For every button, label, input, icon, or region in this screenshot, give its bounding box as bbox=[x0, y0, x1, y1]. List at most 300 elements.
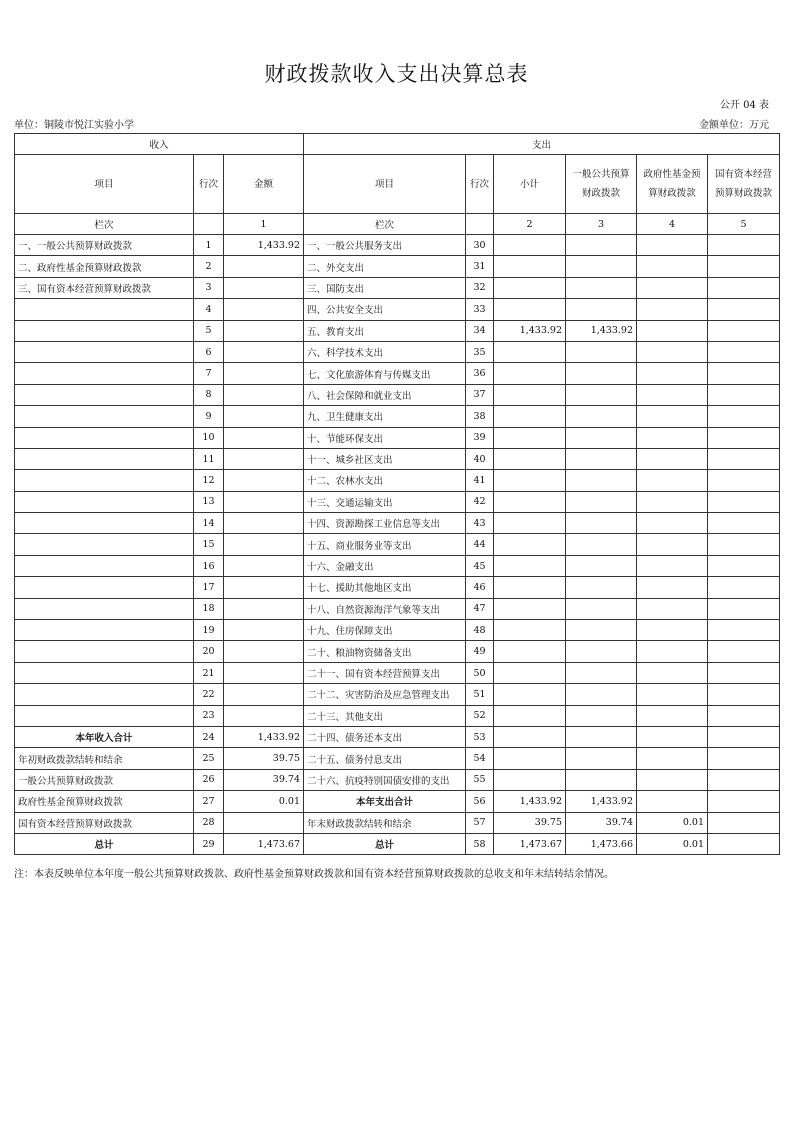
gov-fund-cell bbox=[637, 769, 708, 790]
state-capital-cell bbox=[708, 726, 780, 747]
general-budget-cell bbox=[566, 363, 637, 384]
general-budget-cell bbox=[566, 513, 637, 534]
gov-fund-cell bbox=[637, 299, 708, 320]
income-item-cell bbox=[15, 491, 194, 512]
income-item-cell bbox=[15, 641, 194, 662]
expense-rowno-cell: 51 bbox=[466, 684, 494, 705]
general-budget-cell bbox=[566, 662, 637, 683]
expense-item-header: 项目 bbox=[304, 155, 466, 214]
expense-item-cell: 本年支出合计 bbox=[304, 791, 466, 812]
income-rowno-cell: 3 bbox=[194, 277, 224, 298]
gov-fund-cell bbox=[637, 427, 708, 448]
header-row-1 bbox=[15, 134, 780, 155]
income-amount-cell bbox=[224, 555, 304, 576]
income-rowno-cell: 12 bbox=[194, 470, 224, 491]
income-rowno-cell: 9 bbox=[194, 406, 224, 427]
state-capital-cell bbox=[708, 363, 780, 384]
income-amount-cell bbox=[224, 277, 304, 298]
expense-rowno-cell: 49 bbox=[466, 641, 494, 662]
expense-rowno-header: 行次 bbox=[466, 155, 494, 214]
table-row bbox=[15, 491, 780, 512]
income-rowno-cell: 19 bbox=[194, 620, 224, 641]
expense-rowno-cell: 33 bbox=[466, 299, 494, 320]
table-row bbox=[15, 534, 780, 555]
table-row bbox=[15, 427, 780, 448]
gov-fund-cell bbox=[637, 470, 708, 491]
income-amount-cell bbox=[224, 320, 304, 341]
expense-rowno-cell: 37 bbox=[466, 384, 494, 405]
gov-fund-cell bbox=[637, 555, 708, 576]
expense-rowno-cell: 42 bbox=[466, 491, 494, 512]
income-item-cell: 一、一般公共预算财政拨款 bbox=[15, 235, 194, 256]
blank-cell bbox=[194, 214, 224, 235]
state-capital-cell bbox=[708, 384, 780, 405]
subtotal-cell bbox=[494, 598, 566, 619]
income-rowno-cell: 17 bbox=[194, 577, 224, 598]
general-budget-cell bbox=[566, 427, 637, 448]
subtotal-cell bbox=[494, 299, 566, 320]
income-header: 收入 bbox=[15, 134, 304, 155]
subtotal-cell bbox=[494, 555, 566, 576]
col-3-index: 3 bbox=[566, 214, 637, 235]
gov-fund-cell bbox=[637, 534, 708, 555]
table-row bbox=[15, 320, 780, 341]
income-rowno-cell: 25 bbox=[194, 748, 224, 769]
gov-fund-cell bbox=[637, 235, 708, 256]
state-capital-cell bbox=[708, 448, 780, 469]
income-amount-header: 金额 bbox=[224, 155, 304, 214]
blank-cell bbox=[466, 214, 494, 235]
table-row bbox=[15, 641, 780, 662]
general-budget-cell bbox=[566, 534, 637, 555]
subtotal-cell bbox=[494, 769, 566, 790]
col-2-index: 2 bbox=[494, 214, 566, 235]
subtotal-header: 小计 bbox=[494, 155, 566, 214]
income-rowno-cell: 29 bbox=[194, 833, 224, 854]
expense-item-cell: 五、教育支出 bbox=[304, 320, 466, 341]
expense-item-cell: 八、社会保障和就业支出 bbox=[304, 384, 466, 405]
subtotal-cell bbox=[494, 277, 566, 298]
expense-item-cell: 二十四、债务还本支出 bbox=[304, 726, 466, 747]
state-capital-cell bbox=[708, 555, 780, 576]
state-capital-cell bbox=[708, 684, 780, 705]
income-amount-cell bbox=[224, 470, 304, 491]
income-item-cell bbox=[15, 427, 194, 448]
expense-item-cell: 二十六、抗疫特别国债安排的支出 bbox=[304, 769, 466, 790]
income-amount-cell: 1,473.67 bbox=[224, 833, 304, 854]
income-amount-cell bbox=[224, 256, 304, 277]
budget-table bbox=[14, 133, 780, 855]
expense-item-cell: 十、节能环保支出 bbox=[304, 427, 466, 448]
expense-item-cell: 六、科学技术支出 bbox=[304, 341, 466, 362]
expense-item-cell: 十五、商业服务业等支出 bbox=[304, 534, 466, 555]
state-capital-cell bbox=[708, 470, 780, 491]
income-item-cell bbox=[15, 470, 194, 491]
subtotal-cell: 1,433.92 bbox=[494, 791, 566, 812]
expense-rowno-cell: 50 bbox=[466, 662, 494, 683]
general-budget-cell bbox=[566, 491, 637, 512]
income-rowno-cell: 16 bbox=[194, 555, 224, 576]
subtotal-cell bbox=[494, 427, 566, 448]
state-capital-cell bbox=[708, 641, 780, 662]
expense-rowno-cell: 56 bbox=[466, 791, 494, 812]
state-capital-cell bbox=[708, 598, 780, 619]
table-row bbox=[15, 555, 780, 576]
income-item-cell: 国有资本经营预算财政拨款 bbox=[15, 812, 194, 833]
general-budget-cell bbox=[566, 705, 637, 726]
state-capital-cell bbox=[708, 277, 780, 298]
table-row bbox=[15, 705, 780, 726]
income-rowno-cell: 7 bbox=[194, 363, 224, 384]
general-budget-cell bbox=[566, 748, 637, 769]
general-budget-cell bbox=[566, 299, 637, 320]
expense-item-cell: 七、文化旅游体育与传媒支出 bbox=[304, 363, 466, 384]
general-budget-cell bbox=[566, 384, 637, 405]
expense-item-cell: 总计 bbox=[304, 833, 466, 854]
income-rowno-cell: 20 bbox=[194, 641, 224, 662]
general-budget-cell bbox=[566, 577, 637, 598]
income-item-cell bbox=[15, 577, 194, 598]
amount-unit: 金额单位：万元 bbox=[699, 120, 769, 131]
table-row bbox=[15, 299, 780, 320]
general-budget-cell bbox=[566, 555, 637, 576]
gov-fund-cell bbox=[637, 384, 708, 405]
expense-rowno-cell: 38 bbox=[466, 406, 494, 427]
income-item-cell bbox=[15, 299, 194, 320]
state-capital-cell bbox=[708, 812, 780, 833]
income-rowno-cell: 6 bbox=[194, 341, 224, 362]
expense-item-cell: 九、卫生健康支出 bbox=[304, 406, 466, 427]
income-amount-cell bbox=[224, 341, 304, 362]
expense-item-cell: 十九、住房保障支出 bbox=[304, 620, 466, 641]
income-rowno-cell: 8 bbox=[194, 384, 224, 405]
table-row bbox=[15, 341, 780, 362]
expense-header: 支出 bbox=[304, 134, 780, 155]
gov-fund-cell bbox=[637, 598, 708, 619]
state-capital-cell bbox=[708, 791, 780, 812]
expense-item-cell: 十四、资源勘探工业信息等支出 bbox=[304, 513, 466, 534]
gov-fund-cell bbox=[637, 641, 708, 662]
income-rowno-cell: 26 bbox=[194, 769, 224, 790]
income-amount-cell bbox=[224, 641, 304, 662]
subtotal-cell bbox=[494, 406, 566, 427]
income-amount-cell bbox=[224, 684, 304, 705]
state-capital-cell bbox=[708, 406, 780, 427]
subtotal-cell bbox=[494, 641, 566, 662]
general-budget-cell bbox=[566, 256, 637, 277]
expense-col-index: 栏次 bbox=[304, 214, 466, 235]
state-capital-cell bbox=[708, 534, 780, 555]
table-row bbox=[15, 748, 780, 769]
income-amount-cell bbox=[224, 577, 304, 598]
subtotal-cell bbox=[494, 577, 566, 598]
subtotal-cell bbox=[494, 534, 566, 555]
income-amount-cell bbox=[224, 448, 304, 469]
expense-item-cell: 三、国防支出 bbox=[304, 277, 466, 298]
state-capital-cell bbox=[708, 256, 780, 277]
expense-item-cell: 二十、粮油物资储备支出 bbox=[304, 641, 466, 662]
income-amount-cell bbox=[224, 662, 304, 683]
general-budget-cell bbox=[566, 726, 637, 747]
income-amount-cell bbox=[224, 406, 304, 427]
income-amount-cell bbox=[224, 513, 304, 534]
income-item-cell: 一般公共预算财政拨款 bbox=[15, 769, 194, 790]
gov-fund-cell bbox=[637, 577, 708, 598]
unit-name: 单位：铜陵市悦江实验小学 bbox=[14, 120, 134, 131]
income-item-cell: 三、国有资本经营预算财政拨款 bbox=[15, 277, 194, 298]
income-amount-cell: 39.74 bbox=[224, 769, 304, 790]
income-item-cell bbox=[15, 662, 194, 683]
subtotal-cell bbox=[494, 620, 566, 641]
income-amount-cell: 0.01 bbox=[224, 791, 304, 812]
table-row bbox=[15, 833, 780, 854]
income-item-cell: 总计 bbox=[15, 833, 194, 854]
gov-fund-cell bbox=[637, 513, 708, 534]
subtotal-cell bbox=[494, 705, 566, 726]
income-amount-cell bbox=[224, 705, 304, 726]
expense-item-cell: 一、一般公共服务支出 bbox=[304, 235, 466, 256]
table-row bbox=[15, 277, 780, 298]
state-capital-cell bbox=[708, 235, 780, 256]
table-row bbox=[15, 470, 780, 491]
general-budget-cell bbox=[566, 235, 637, 256]
income-rowno-cell: 2 bbox=[194, 256, 224, 277]
table-row bbox=[15, 769, 780, 790]
state-capital-cell bbox=[708, 748, 780, 769]
table-row bbox=[15, 791, 780, 812]
general-budget-cell bbox=[566, 769, 637, 790]
income-rowno-cell: 1 bbox=[194, 235, 224, 256]
general-budget-cell bbox=[566, 598, 637, 619]
gov-fund-cell bbox=[637, 341, 708, 362]
income-rowno-cell: 14 bbox=[194, 513, 224, 534]
table-note: 注：本表反映单位本年度一般公共预算财政拨款、政府性基金预算财政拨款和国有资本经营预算财政拨款的总收支和年末结转结余情况。 bbox=[14, 869, 614, 880]
income-amount-cell bbox=[224, 620, 304, 641]
gov-fund-cell bbox=[637, 277, 708, 298]
income-amount-cell bbox=[224, 598, 304, 619]
expense-item-cell: 二十一、国有资本经营预算支出 bbox=[304, 662, 466, 683]
expense-rowno-cell: 53 bbox=[466, 726, 494, 747]
subtotal-cell bbox=[494, 470, 566, 491]
state-capital-cell bbox=[708, 427, 780, 448]
gov-fund-cell: 0.01 bbox=[637, 833, 708, 854]
table-row bbox=[15, 726, 780, 747]
gov-fund-cell bbox=[637, 662, 708, 683]
expense-item-cell: 年末财政拨款结转和结余 bbox=[304, 812, 466, 833]
income-col-index: 栏次 bbox=[15, 214, 194, 235]
state-capital-cell bbox=[708, 577, 780, 598]
income-amount-cell: 1,433.92 bbox=[224, 726, 304, 747]
income-item-cell bbox=[15, 684, 194, 705]
state-capital-header: 国有资本经营预算财政拨款 bbox=[708, 155, 780, 214]
expense-rowno-cell: 58 bbox=[466, 833, 494, 854]
subtotal-cell bbox=[494, 513, 566, 534]
general-budget-cell bbox=[566, 406, 637, 427]
general-budget-cell bbox=[566, 448, 637, 469]
expense-item-cell: 十六、金融支出 bbox=[304, 555, 466, 576]
income-amount-cell bbox=[224, 384, 304, 405]
income-rowno-cell: 10 bbox=[194, 427, 224, 448]
income-amount-cell bbox=[224, 427, 304, 448]
income-item-cell bbox=[15, 363, 194, 384]
gov-fund-cell bbox=[637, 684, 708, 705]
state-capital-cell bbox=[708, 662, 780, 683]
expense-item-cell: 十二、农林水支出 bbox=[304, 470, 466, 491]
gov-fund-header: 政府性基金预算财政拨款 bbox=[637, 155, 708, 214]
general-budget-cell: 1,433.92 bbox=[566, 791, 637, 812]
subtotal-cell bbox=[494, 748, 566, 769]
column-index-row bbox=[15, 214, 780, 235]
general-budget-cell bbox=[566, 470, 637, 491]
subtotal-cell: 1,433.92 bbox=[494, 320, 566, 341]
expense-item-cell: 四、公共安全支出 bbox=[304, 299, 466, 320]
expense-rowno-cell: 35 bbox=[466, 341, 494, 362]
income-item-cell bbox=[15, 534, 194, 555]
expense-rowno-cell: 39 bbox=[466, 427, 494, 448]
general-budget-header: 一般公共预算财政拨款 bbox=[566, 155, 637, 214]
subtotal-cell bbox=[494, 491, 566, 512]
state-capital-cell bbox=[708, 299, 780, 320]
table-row bbox=[15, 256, 780, 277]
expense-item-cell: 二十三、其他支出 bbox=[304, 705, 466, 726]
expense-item-cell: 二、外交支出 bbox=[304, 256, 466, 277]
gov-fund-cell bbox=[637, 406, 708, 427]
expense-rowno-cell: 43 bbox=[466, 513, 494, 534]
income-item-cell bbox=[15, 705, 194, 726]
expense-rowno-cell: 54 bbox=[466, 748, 494, 769]
income-rowno-cell: 4 bbox=[194, 299, 224, 320]
expense-rowno-cell: 47 bbox=[466, 598, 494, 619]
table-row bbox=[15, 406, 780, 427]
table-row bbox=[15, 448, 780, 469]
income-rowno-cell: 18 bbox=[194, 598, 224, 619]
gov-fund-cell bbox=[637, 705, 708, 726]
expense-rowno-cell: 34 bbox=[466, 320, 494, 341]
state-capital-cell bbox=[708, 341, 780, 362]
state-capital-cell bbox=[708, 833, 780, 854]
table-row bbox=[15, 513, 780, 534]
table-row bbox=[15, 598, 780, 619]
gov-fund-cell bbox=[637, 726, 708, 747]
table-row bbox=[15, 384, 780, 405]
income-amount-cell: 39.75 bbox=[224, 748, 304, 769]
income-amount-cell bbox=[224, 363, 304, 384]
expense-item-cell: 二十五、债务付息支出 bbox=[304, 748, 466, 769]
page-title: 财政拨款收入支出决算总表 bbox=[264, 62, 529, 86]
income-item-header: 项目 bbox=[15, 155, 194, 214]
income-item-cell: 本年收入合计 bbox=[15, 726, 194, 747]
state-capital-cell bbox=[708, 513, 780, 534]
general-budget-cell: 39.74 bbox=[566, 812, 637, 833]
gov-fund-cell bbox=[637, 363, 708, 384]
table-row bbox=[15, 620, 780, 641]
expense-rowno-cell: 46 bbox=[466, 577, 494, 598]
income-item-cell bbox=[15, 384, 194, 405]
gov-fund-cell bbox=[637, 320, 708, 341]
expense-rowno-cell: 36 bbox=[466, 363, 494, 384]
general-budget-cell bbox=[566, 620, 637, 641]
table-row bbox=[15, 812, 780, 833]
table-row bbox=[15, 577, 780, 598]
expense-rowno-cell: 52 bbox=[466, 705, 494, 726]
income-rowno-cell: 11 bbox=[194, 448, 224, 469]
income-item-cell: 政府性基金预算财政拨款 bbox=[15, 791, 194, 812]
subtotal-cell bbox=[494, 363, 566, 384]
expense-rowno-cell: 32 bbox=[466, 277, 494, 298]
subtotal-cell bbox=[494, 235, 566, 256]
subtotal-cell bbox=[494, 684, 566, 705]
general-budget-cell: 1,433.92 bbox=[566, 320, 637, 341]
subtotal-cell bbox=[494, 341, 566, 362]
expense-rowno-cell: 31 bbox=[466, 256, 494, 277]
expense-rowno-cell: 41 bbox=[466, 470, 494, 491]
income-item-cell: 二、政府性基金预算财政拨款 bbox=[15, 256, 194, 277]
state-capital-cell bbox=[708, 320, 780, 341]
income-item-cell bbox=[15, 513, 194, 534]
col-1-index: 1 bbox=[224, 214, 304, 235]
subtotal-cell: 39.75 bbox=[494, 812, 566, 833]
col-4-index: 4 bbox=[637, 214, 708, 235]
table-row bbox=[15, 363, 780, 384]
income-item-cell: 年初财政拨款结转和结余 bbox=[15, 748, 194, 769]
gov-fund-cell: 0.01 bbox=[637, 812, 708, 833]
gov-fund-cell bbox=[637, 791, 708, 812]
general-budget-cell bbox=[566, 277, 637, 298]
subtotal-cell bbox=[494, 384, 566, 405]
expense-rowno-cell: 45 bbox=[466, 555, 494, 576]
general-budget-cell: 1,473.66 bbox=[566, 833, 637, 854]
gov-fund-cell bbox=[637, 448, 708, 469]
income-item-cell bbox=[15, 341, 194, 362]
table-row bbox=[15, 662, 780, 683]
income-item-cell bbox=[15, 620, 194, 641]
subtotal-cell bbox=[494, 448, 566, 469]
expense-rowno-cell: 55 bbox=[466, 769, 494, 790]
income-amount-cell bbox=[224, 299, 304, 320]
general-budget-cell bbox=[566, 684, 637, 705]
header-row-2 bbox=[15, 155, 780, 214]
expense-rowno-cell: 57 bbox=[466, 812, 494, 833]
state-capital-cell bbox=[708, 769, 780, 790]
income-rowno-cell: 24 bbox=[194, 726, 224, 747]
expense-rowno-cell: 48 bbox=[466, 620, 494, 641]
subtotal-cell bbox=[494, 256, 566, 277]
gov-fund-cell bbox=[637, 256, 708, 277]
gov-fund-cell bbox=[637, 620, 708, 641]
subtotal-cell: 1,473.67 bbox=[494, 833, 566, 854]
general-budget-cell bbox=[566, 641, 637, 662]
subtotal-cell bbox=[494, 662, 566, 683]
table-row bbox=[15, 684, 780, 705]
income-rowno-cell: 23 bbox=[194, 705, 224, 726]
income-rowno-cell: 27 bbox=[194, 791, 224, 812]
income-amount-cell bbox=[224, 491, 304, 512]
income-amount-cell bbox=[224, 534, 304, 555]
subtotal-cell bbox=[494, 726, 566, 747]
gov-fund-cell bbox=[637, 748, 708, 769]
income-amount-cell: 1,433.92 bbox=[224, 235, 304, 256]
income-rowno-cell: 22 bbox=[194, 684, 224, 705]
income-rowno-cell: 5 bbox=[194, 320, 224, 341]
income-item-cell bbox=[15, 320, 194, 341]
general-budget-cell bbox=[566, 341, 637, 362]
expense-item-cell: 十三、交通运输支出 bbox=[304, 491, 466, 512]
income-rowno-cell: 15 bbox=[194, 534, 224, 555]
expense-rowno-cell: 40 bbox=[466, 448, 494, 469]
income-item-cell bbox=[15, 555, 194, 576]
expense-rowno-cell: 44 bbox=[466, 534, 494, 555]
income-rowno-cell: 21 bbox=[194, 662, 224, 683]
